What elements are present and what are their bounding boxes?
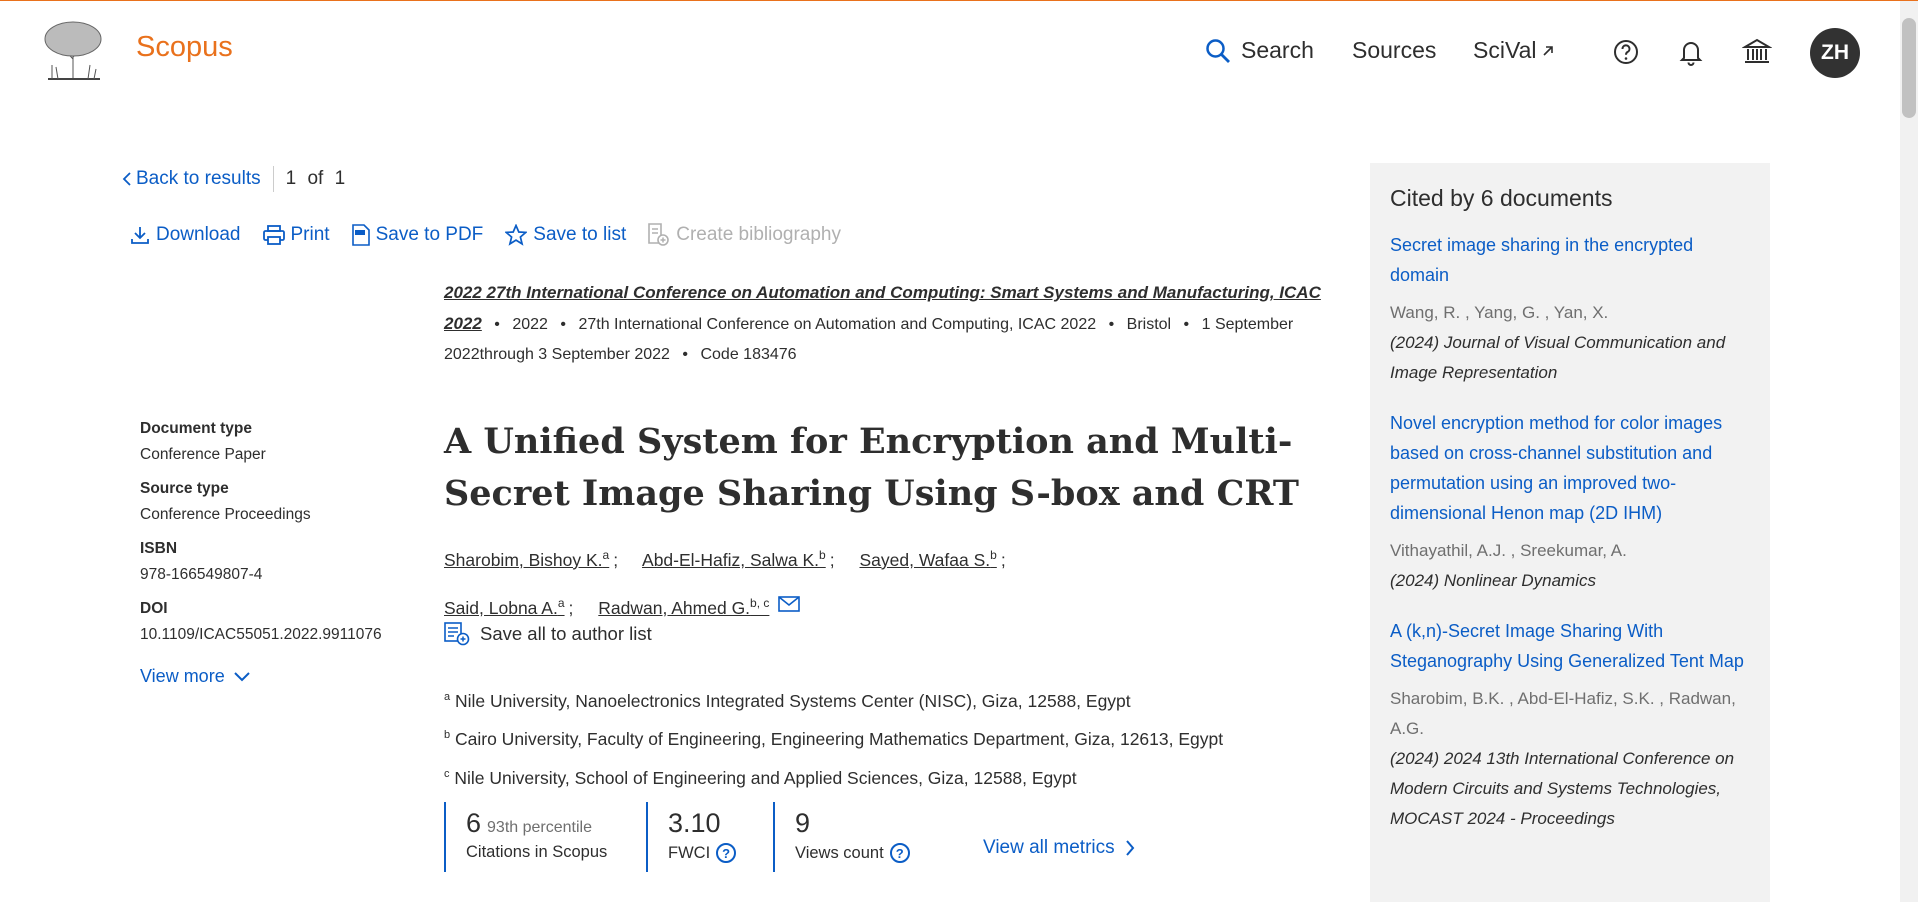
- author-link[interactable]: [444, 595, 565, 618]
- conference-link[interactable]: 2022 27th International Conference on Automation and Computing: Smart Systems and Manufacturing, ICAC 2022: [444, 283, 1321, 333]
- document-metadata: [140, 420, 420, 687]
- affiliation-text: Cairo University, Faculty of Engineering, Engineering Mathematics Department, Giza, 12613, Egypt: [455, 729, 1224, 750]
- create-bibliography-label: Create bibliography: [676, 224, 841, 245]
- create-bibliography-button[interactable]: [648, 223, 841, 247]
- document-title: A Unified System for Encryption and Multi-Secret Image Sharing Using S-box and CRT: [444, 421, 1299, 514]
- scrollbar-thumb[interactable]: [1902, 18, 1916, 118]
- bullet: •: [494, 316, 500, 333]
- cited-by-panel: [1370, 163, 1770, 902]
- view-more-label: View more: [140, 666, 225, 686]
- fwci-value: 3.10: [668, 808, 721, 838]
- cited-doc-title[interactable]: Novel encryption method for color images based on cross-channel substitution and permutation using an improved two-dimensional Henon map (2D IHM): [1390, 413, 1723, 523]
- author-affil-sup: b: [990, 548, 997, 562]
- conference-code: Code 183476: [700, 346, 797, 363]
- save-all-label: Save all to author list: [480, 622, 652, 644]
- fwci-label-row: [668, 843, 773, 863]
- back-to-results-label: Back to results: [136, 168, 261, 189]
- help-icon[interactable]: [1611, 37, 1641, 67]
- cited-doc-source: (2024) Nonlinear Dynamics: [1390, 571, 1596, 590]
- star-icon: [505, 224, 527, 246]
- nav-search-label: Search: [1241, 37, 1314, 63]
- download-icon: [130, 225, 150, 245]
- bullet: •: [1108, 316, 1115, 333]
- affiliation-sup: a: [444, 690, 451, 703]
- fwci-label: FWCI: [668, 843, 711, 862]
- institution-icon[interactable]: [1742, 37, 1772, 67]
- affiliation-sup: b: [444, 729, 451, 742]
- metrics-bar: [444, 802, 1135, 872]
- fwci-metric: [646, 802, 773, 872]
- save-all-to-author-list-button[interactable]: [444, 622, 1344, 646]
- author-link[interactable]: [598, 595, 770, 618]
- document-main: [444, 278, 1344, 796]
- isbn-value: 978-166549807-4: [140, 566, 263, 583]
- bullet: •: [682, 346, 689, 363]
- citations-percentile: 93th percentile: [487, 819, 592, 836]
- affiliation-sup: c: [444, 768, 450, 781]
- citations-label: Citations in Scopus: [466, 843, 608, 861]
- scopus-brand[interactable]: Scopus: [136, 31, 233, 63]
- external-link-icon: [1541, 44, 1555, 58]
- author-affil-sup: b, c: [750, 595, 770, 610]
- cited-by-heading: Cited by 6 documents: [1390, 185, 1613, 211]
- affiliation-item: [444, 757, 1344, 796]
- bibliography-icon: [648, 223, 670, 247]
- affiliation-text: Nile University, School of Engineering and Applied Sciences, Giza, 12588, Egypt: [454, 768, 1077, 789]
- site-header: [0, 1, 1900, 101]
- cited-doc-authors: Wang, R. , Yang, G. , Yan, X.: [1390, 303, 1609, 322]
- views-metric: [773, 802, 923, 872]
- author-link[interactable]: [859, 550, 996, 570]
- chevron-down-icon: [233, 671, 251, 683]
- pager-of: of: [307, 168, 324, 189]
- author-name: Abd-El-Hafiz, Salwa K.: [642, 549, 820, 570]
- nav-sources[interactable]: Sources: [1352, 37, 1437, 63]
- nav-scival-label: SciVal: [1473, 37, 1537, 63]
- save-to-pdf-label: Save to PDF: [375, 224, 484, 245]
- views-label-row: [795, 843, 923, 863]
- print-icon: [263, 225, 285, 245]
- scrollbar-track[interactable]: [1900, 1, 1918, 902]
- author-affil-sup: b: [819, 548, 826, 562]
- chevron-right-icon: [1125, 839, 1135, 857]
- cited-doc-title[interactable]: Secret image sharing in the encrypted domain: [1390, 235, 1694, 285]
- affiliations: [444, 680, 1344, 796]
- nav-scival[interactable]: [1473, 37, 1555, 64]
- cited-doc-authors: Vithayathil, A.J. , Sreekumar, A.: [1390, 541, 1627, 560]
- author-name: Radwan, Ahmed G.: [598, 597, 751, 618]
- affiliation-item: [444, 680, 1344, 719]
- views-label: Views count: [795, 843, 884, 862]
- user-avatar[interactable]: ZH: [1810, 28, 1860, 78]
- pdf-icon: [352, 224, 370, 246]
- bell-icon[interactable]: [1676, 37, 1706, 67]
- doc-type-value: Conference Paper: [140, 446, 266, 463]
- doc-type-label: Document type: [140, 420, 252, 437]
- source-type-value: Conference Proceedings: [140, 506, 311, 523]
- elsevier-logo[interactable]: [38, 19, 108, 83]
- source-type-label: Source type: [140, 480, 229, 497]
- cited-doc-authors: Sharobim, B.K. , Abd-El-Hafiz, S.K. , Radwan, A.G.: [1390, 689, 1736, 738]
- nav-search[interactable]: [1205, 37, 1314, 64]
- pager-current: 1: [285, 168, 297, 189]
- conference-name: 27th International Conference on Automation and Computing, ICAC 2022: [578, 316, 1097, 333]
- save-to-list-button[interactable]: [505, 224, 626, 246]
- author-name: Sharobim, Bishoy K.: [444, 549, 603, 570]
- author-link[interactable]: [444, 550, 609, 570]
- save-to-pdf-button[interactable]: [352, 224, 484, 246]
- citations-metric: [444, 802, 646, 872]
- download-label: Download: [156, 224, 241, 245]
- download-button[interactable]: [130, 224, 241, 246]
- pager-total: 1: [334, 168, 346, 189]
- conference-info: [444, 278, 1344, 370]
- author-name: Sayed, Wafaa S.: [859, 549, 991, 570]
- bullet: •: [1183, 316, 1190, 333]
- views-help-icon[interactable]: ?: [890, 843, 910, 863]
- author-affil-sup: a: [602, 548, 610, 562]
- author-list-icon: [444, 622, 470, 646]
- email-icon[interactable]: [778, 596, 800, 612]
- author-link[interactable]: [642, 550, 826, 570]
- conference-year: 2022: [512, 316, 548, 333]
- conference-dates: 1 September 2022through 3 September 2022: [444, 316, 1294, 363]
- view-all-metrics-label: View all metrics: [983, 837, 1115, 858]
- author-list: Sharobim, Bishoy K.$^a$ ; Abd-El-Hafiz, Salwa K.$^b$ ; Sayed, Wafaa S.$^b$ ; Said, Lobna A.$^a$ ; Radwan, Ahmed G.$^{b, c}$: [444, 548, 1006, 618]
- search-icon: [1205, 38, 1231, 64]
- results-navigation: [122, 166, 345, 192]
- view-more-button[interactable]: [140, 666, 420, 687]
- author-affil-sup: a: [557, 595, 565, 610]
- doi-value: 10.1109/ICAC55051.2022.9911076: [140, 626, 382, 643]
- divider: [273, 166, 274, 192]
- print-button[interactable]: [263, 224, 330, 246]
- affiliation-text: Nile University, Nanoelectronics Integrated Systems Center (NISC), Giza, 12588, Egypt: [455, 690, 1131, 711]
- affiliation-item: [444, 718, 1344, 757]
- back-to-results-link[interactable]: [122, 168, 261, 190]
- print-label: Print: [290, 224, 330, 245]
- pager: [286, 168, 346, 190]
- isbn-label: ISBN: [140, 540, 178, 557]
- cited-doc-title[interactable]: A (k,n)-Secret Image Sharing With Steganography Using Generalized Tent Map: [1390, 621, 1744, 671]
- doi-label: DOI: [140, 600, 168, 617]
- views-value: 9: [795, 808, 811, 838]
- conference-location: Bristol: [1126, 316, 1172, 333]
- bullet: •: [560, 316, 566, 333]
- citations-count: 6: [466, 808, 482, 838]
- cited-doc-source: (2024) 2024 13th International Conference on Modern Circuits and Systems Technologies, MOCAST 2024 - Proceedings: [1390, 749, 1735, 828]
- save-to-list-label: Save to list: [533, 224, 627, 245]
- document-actions: [130, 223, 863, 247]
- chevron-left-icon: [122, 171, 132, 187]
- author-name: Said, Lobna A.: [444, 597, 558, 618]
- view-all-metrics-link[interactable]: [983, 824, 1135, 872]
- cited-doc-source: (2024) Journal of Visual Communication and Image Representation: [1390, 333, 1726, 382]
- fwci-help-icon[interactable]: ?: [716, 843, 736, 863]
